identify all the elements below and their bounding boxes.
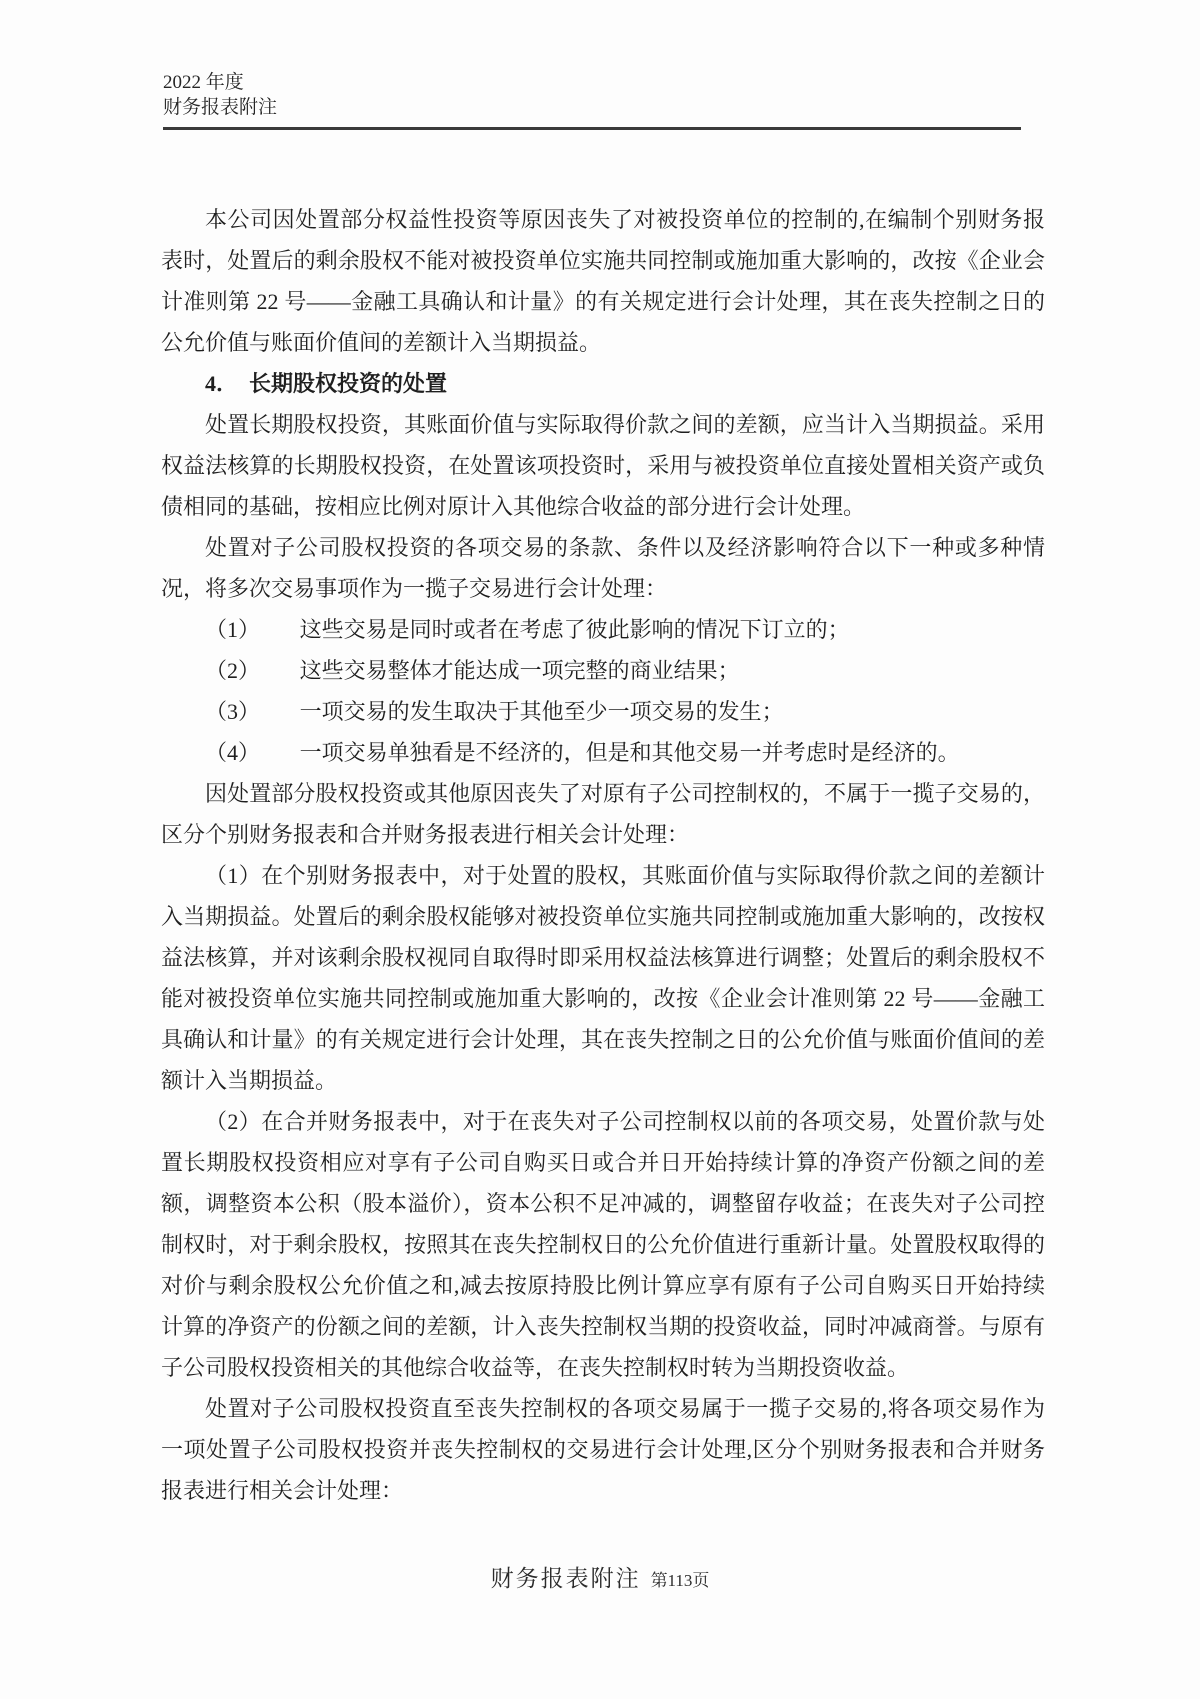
list-item-4-text: 一项交易单独看是不经济的，但是和其他交易一并考虑时是经济的。	[299, 740, 960, 765]
footer-title: 财务报表附注	[490, 1566, 641, 1591]
list-item-4-number: （4）	[205, 740, 261, 765]
list-item-2-number: （2）	[205, 658, 261, 683]
section-heading	[161, 363, 1045, 404]
list-item-3-text: 一项交易的发生取决于其他至少一项交易的发生；	[299, 699, 784, 724]
list-item-3	[161, 691, 1045, 732]
page-header	[163, 70, 1021, 130]
list-item-4	[161, 732, 1045, 773]
section-heading-title: 长期股权投资的处置	[249, 371, 448, 396]
list-item-3-number: （3）	[205, 699, 261, 724]
page-footer	[0, 1560, 1200, 1593]
paragraph-disposal-general: 处置长期股权投资，其账面价值与实际取得价款之间的差额，应当计入当期损益。采用权益法核算的长期股权投资，在处置该项投资时，采用与被投资单位直接处置相关资产或负债相同的基础，按相应比例对原计入其他综合收益的部分进行会计处理。	[161, 412, 1045, 519]
document-body	[161, 199, 1045, 1511]
list-item-2	[161, 650, 1045, 691]
paragraph-separate-statements: （1）在个别财务报表中，对于处置的股权，其账面价值与实际取得价款之间的差额计入当期损益。处置后的剩余股权能够对被投资单位实施共同控制或施加重大影响的，改按权益法核算，并对该剩余股权视同自取得时即采用权益法核算进行调整；处置后的剩余股权不能对被投资单位实施共同控制或施加重大影响的，改按《企业会计准则第 22 号——金融工具确认和计量》的有关规定进行会计处理，其在丧失控制之日的公允价值与账面价值间的差额计入当期损益。	[161, 863, 1045, 1093]
paragraph-bundled-disposal: 处置对子公司股权投资直至丧失控制权的各项交易属于一揽子交易的,将各项交易作为一项处置子公司股权投资并丧失控制权的交易进行会计处理,区分个别财务报表和合并财务报表进行相关会计处理：	[161, 1396, 1045, 1503]
paragraph-disposal-loss-of-control: 本公司因处置部分权益性投资等原因丧失了对被投资单位的控制的,在编制个别财务报表时，处置后的剩余股权不能对被投资单位实施共同控制或施加重大影响的，改按《企业会计准则第 22 号——金融工具确认和计量》的有关规定进行会计处理，其在丧失控制之日的公允价值与账面价值间的差额计入当期损益。	[161, 207, 1045, 355]
paragraph-bundled-transactions-intro: 处置对子公司股权投资的各项交易的条款、条件以及经济影响符合以下一种或多种情况，将多次交易事项作为一揽子交易进行会计处理：	[161, 535, 1045, 601]
paragraph-non-bundled-intro: 因处置部分股权投资或其他原因丧失了对原有子公司控制权的，不属于一揽子交易的，区分个别财务报表和合并财务报表进行相关会计处理：	[161, 781, 1045, 847]
list-item-1-text: 这些交易是同时或者在考虑了彼此影响的情况下订立的；	[299, 617, 850, 642]
paragraph-consolidated-statements: （2）在合并财务报表中，对于在丧失对子公司控制权以前的各项交易，处置价款与处置长期股权投资相应对享有子公司自购买日或合并日开始持续计算的净资产份额之间的差额，调整资本公积（股本溢价），资本公积不足冲减的，调整留存收益；在丧失对子公司控制权时，对于剩余股权，按照其在丧失控制权日的公允价值进行重新计量。处置股权取得的对价与剩余股权公允价值之和,减去按原持股比例计算应享有原有子公司自购买日开始持续计算的净资产的份额之间的差额，计入丧失控制权当期的投资收益，同时冲减商誉。与原有子公司股权投资相关的其他综合收益等，在丧失控制权时转为当期投资收益。	[161, 1109, 1045, 1380]
footer-page-number: 第113页	[650, 1571, 710, 1590]
list-item-1	[161, 609, 1045, 650]
list-item-2-text: 这些交易整体才能达成一项完整的商业结果；	[299, 658, 740, 683]
list-item-1-number: （1）	[205, 617, 261, 642]
header-year-line: 2022 年度	[163, 72, 244, 93]
section-heading-number: 4．	[205, 371, 239, 396]
header-title-line: 财务报表附注	[163, 97, 278, 118]
